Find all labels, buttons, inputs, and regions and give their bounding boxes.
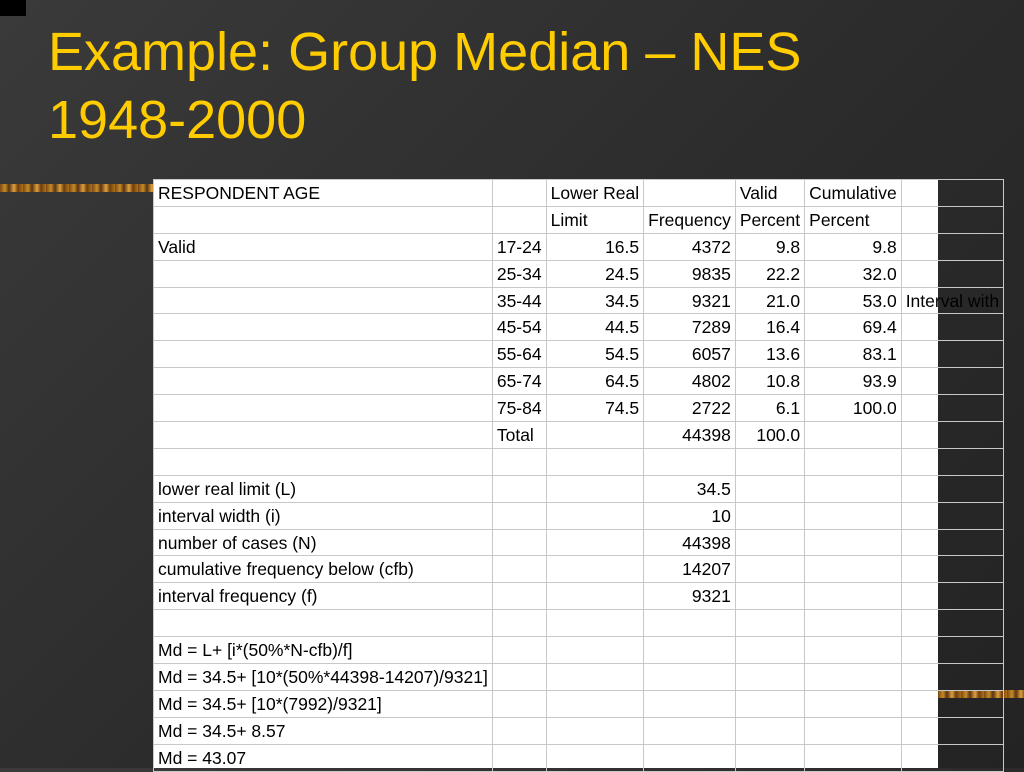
empty-cell bbox=[154, 260, 493, 287]
empty-cell bbox=[644, 690, 736, 717]
empty-cell bbox=[805, 583, 902, 610]
empty-cell bbox=[154, 314, 493, 341]
note-cell bbox=[901, 341, 1003, 368]
empty-cell bbox=[901, 556, 1003, 583]
header-valid: Valid bbox=[735, 180, 804, 207]
empty-cell bbox=[154, 448, 493, 475]
empty-cell bbox=[805, 664, 902, 691]
age-group: 75-84 bbox=[492, 395, 546, 422]
param-value: 9321 bbox=[644, 583, 736, 610]
table-row bbox=[154, 368, 1004, 395]
lower-real-limit: 24.5 bbox=[546, 260, 644, 287]
age-group: 17-24 bbox=[492, 233, 546, 260]
valid-percent: 22.2 bbox=[735, 260, 804, 287]
frequency: 4372 bbox=[644, 233, 736, 260]
empty-cell bbox=[154, 287, 493, 314]
empty-cell bbox=[492, 502, 546, 529]
empty-cell bbox=[644, 744, 736, 771]
empty-cell bbox=[735, 637, 804, 664]
empty-cell bbox=[901, 475, 1003, 502]
empty-cell bbox=[805, 422, 902, 449]
header-limit: Limit bbox=[546, 206, 644, 233]
empty-cell bbox=[546, 556, 644, 583]
param-label: lower real limit (L) bbox=[154, 475, 493, 502]
header-cumulative: Cumulative bbox=[805, 180, 902, 207]
empty-cell bbox=[546, 637, 644, 664]
empty-cell bbox=[546, 744, 644, 771]
table-row-median-interval bbox=[154, 287, 1004, 314]
frequency: 9321 bbox=[644, 287, 736, 314]
empty-cell bbox=[735, 717, 804, 744]
empty-cell bbox=[644, 717, 736, 744]
empty-cell bbox=[644, 448, 736, 475]
valid-label: Valid bbox=[154, 233, 493, 260]
note-cell bbox=[901, 233, 1003, 260]
valid-percent: 21.0 bbox=[735, 287, 804, 314]
empty-cell bbox=[154, 341, 493, 368]
frequency: 7289 bbox=[644, 314, 736, 341]
total-frequency: 44398 bbox=[644, 422, 736, 449]
valid-percent: 16.4 bbox=[735, 314, 804, 341]
empty-cell bbox=[546, 664, 644, 691]
valid-percent: 10.8 bbox=[735, 368, 804, 395]
empty-cell bbox=[546, 448, 644, 475]
formula-row-result bbox=[154, 744, 1004, 771]
lower-real-limit: 54.5 bbox=[546, 341, 644, 368]
header-frequency: Frequency bbox=[644, 206, 736, 233]
empty-cell bbox=[492, 448, 546, 475]
empty-cell bbox=[901, 664, 1003, 691]
frequency: 6057 bbox=[644, 341, 736, 368]
header-cumulative-percent: Percent bbox=[805, 206, 902, 233]
formula-text: Md = 34.5+ [10*(50%*44398-14207)/9321] bbox=[154, 664, 493, 691]
empty-cell bbox=[805, 744, 902, 771]
empty-cell bbox=[644, 610, 736, 637]
empty-cell bbox=[492, 180, 546, 207]
empty-cell bbox=[546, 583, 644, 610]
empty-cell bbox=[805, 448, 902, 475]
cumulative-percent: 83.1 bbox=[805, 341, 902, 368]
valid-percent: 13.6 bbox=[735, 341, 804, 368]
param-label: cumulative frequency below (cfb) bbox=[154, 556, 493, 583]
blank-row bbox=[154, 448, 1004, 475]
formula-row bbox=[154, 637, 1004, 664]
note-cell bbox=[901, 368, 1003, 395]
empty-cell bbox=[901, 180, 1003, 207]
empty-cell bbox=[154, 422, 493, 449]
empty-cell bbox=[492, 475, 546, 502]
param-value: 44398 bbox=[644, 529, 736, 556]
header-row-1 bbox=[154, 180, 1004, 207]
empty-cell bbox=[154, 368, 493, 395]
empty-cell bbox=[901, 422, 1003, 449]
formula-text: Md = L+ [i*(50%*N-cfb)/f] bbox=[154, 637, 493, 664]
empty-cell bbox=[492, 717, 546, 744]
empty-cell bbox=[492, 206, 546, 233]
interval-note: Interval with bbox=[901, 287, 1003, 314]
param-value: 34.5 bbox=[644, 475, 736, 502]
cumulative-percent: 32.0 bbox=[805, 260, 902, 287]
empty-cell bbox=[805, 529, 902, 556]
param-label: interval width (i) bbox=[154, 502, 493, 529]
empty-cell bbox=[546, 610, 644, 637]
empty-cell bbox=[546, 502, 644, 529]
param-row bbox=[154, 475, 1004, 502]
empty-cell bbox=[492, 690, 546, 717]
empty-cell bbox=[492, 744, 546, 771]
empty-cell bbox=[901, 206, 1003, 233]
empty-cell bbox=[644, 637, 736, 664]
formula-row bbox=[154, 690, 1004, 717]
age-group: 45-54 bbox=[492, 314, 546, 341]
total-label: Total bbox=[492, 422, 546, 449]
frequency: 9835 bbox=[644, 260, 736, 287]
header-respondent-age: RESPONDENT AGE bbox=[154, 180, 493, 207]
param-row bbox=[154, 529, 1004, 556]
empty-cell bbox=[735, 475, 804, 502]
decorative-accent-bar-left bbox=[0, 184, 155, 192]
formula-text: Md = 34.5+ [10*(7992)/9321] bbox=[154, 690, 493, 717]
empty-cell bbox=[901, 583, 1003, 610]
frequency: 4802 bbox=[644, 368, 736, 395]
empty-cell bbox=[492, 610, 546, 637]
empty-cell bbox=[805, 502, 902, 529]
empty-cell bbox=[546, 475, 644, 502]
table-row bbox=[154, 233, 1004, 260]
spreadsheet-table-container bbox=[153, 179, 1000, 768]
formula-row bbox=[154, 717, 1004, 744]
table-row bbox=[154, 395, 1004, 422]
empty-cell bbox=[644, 180, 736, 207]
param-value: 10 bbox=[644, 502, 736, 529]
empty-cell bbox=[901, 448, 1003, 475]
empty-cell bbox=[492, 637, 546, 664]
empty-cell bbox=[901, 744, 1003, 771]
header-valid-percent: Percent bbox=[735, 206, 804, 233]
blank-row bbox=[154, 610, 1004, 637]
empty-cell bbox=[154, 206, 493, 233]
lower-real-limit: 64.5 bbox=[546, 368, 644, 395]
header-row-2 bbox=[154, 206, 1004, 233]
empty-cell bbox=[644, 664, 736, 691]
param-row bbox=[154, 556, 1004, 583]
empty-cell bbox=[492, 556, 546, 583]
empty-cell bbox=[901, 610, 1003, 637]
cumulative-percent: 69.4 bbox=[805, 314, 902, 341]
note-cell bbox=[901, 314, 1003, 341]
empty-cell bbox=[735, 529, 804, 556]
empty-cell bbox=[805, 717, 902, 744]
empty-cell bbox=[735, 556, 804, 583]
empty-cell bbox=[901, 690, 1003, 717]
lower-real-limit: 74.5 bbox=[546, 395, 644, 422]
empty-cell bbox=[735, 690, 804, 717]
empty-cell bbox=[492, 583, 546, 610]
empty-cell bbox=[805, 637, 902, 664]
table-row bbox=[154, 314, 1004, 341]
empty-cell bbox=[154, 395, 493, 422]
valid-percent: 6.1 bbox=[735, 395, 804, 422]
age-group: 25-34 bbox=[492, 260, 546, 287]
note-cell bbox=[901, 395, 1003, 422]
lower-real-limit: 44.5 bbox=[546, 314, 644, 341]
empty-cell bbox=[735, 583, 804, 610]
table-row bbox=[154, 341, 1004, 368]
param-value: 14207 bbox=[644, 556, 736, 583]
empty-cell bbox=[735, 664, 804, 691]
empty-cell bbox=[735, 448, 804, 475]
cumulative-percent: 53.0 bbox=[805, 287, 902, 314]
corner-marker bbox=[0, 0, 26, 16]
empty-cell bbox=[805, 556, 902, 583]
empty-cell bbox=[901, 502, 1003, 529]
median-table bbox=[153, 179, 1004, 772]
lower-real-limit: 16.5 bbox=[546, 233, 644, 260]
param-row bbox=[154, 502, 1004, 529]
cumulative-percent: 100.0 bbox=[805, 395, 902, 422]
title-line-2: 1948-2000 bbox=[48, 90, 307, 150]
lower-real-limit: 34.5 bbox=[546, 287, 644, 314]
empty-cell bbox=[805, 475, 902, 502]
empty-cell bbox=[805, 690, 902, 717]
empty-cell bbox=[735, 744, 804, 771]
empty-cell bbox=[901, 637, 1003, 664]
formula-row bbox=[154, 664, 1004, 691]
empty-cell bbox=[546, 422, 644, 449]
total-row bbox=[154, 422, 1004, 449]
formula-text: Md = 43.07 bbox=[154, 744, 493, 771]
title-line-1: Example: Group Median – NES bbox=[48, 22, 802, 82]
note-cell bbox=[901, 260, 1003, 287]
cumulative-percent: 9.8 bbox=[805, 233, 902, 260]
empty-cell bbox=[546, 717, 644, 744]
empty-cell bbox=[492, 529, 546, 556]
empty-cell bbox=[546, 529, 644, 556]
empty-cell bbox=[901, 529, 1003, 556]
empty-cell bbox=[805, 610, 902, 637]
formula-text: Md = 34.5+ 8.57 bbox=[154, 717, 493, 744]
valid-percent: 9.8 bbox=[735, 233, 804, 260]
param-row bbox=[154, 583, 1004, 610]
age-group: 55-64 bbox=[492, 341, 546, 368]
table-row bbox=[154, 260, 1004, 287]
empty-cell bbox=[735, 502, 804, 529]
empty-cell bbox=[546, 690, 644, 717]
param-label: interval frequency (f) bbox=[154, 583, 493, 610]
header-lower-real: Lower Real bbox=[546, 180, 644, 207]
total-percent: 100.0 bbox=[735, 422, 804, 449]
param-label: number of cases (N) bbox=[154, 529, 493, 556]
slide-title bbox=[48, 18, 988, 154]
empty-cell bbox=[901, 717, 1003, 744]
age-group: 35-44 bbox=[492, 287, 546, 314]
frequency: 2722 bbox=[644, 395, 736, 422]
empty-cell bbox=[492, 664, 546, 691]
age-group: 65-74 bbox=[492, 368, 546, 395]
empty-cell bbox=[735, 610, 804, 637]
cumulative-percent: 93.9 bbox=[805, 368, 902, 395]
empty-cell bbox=[154, 610, 493, 637]
